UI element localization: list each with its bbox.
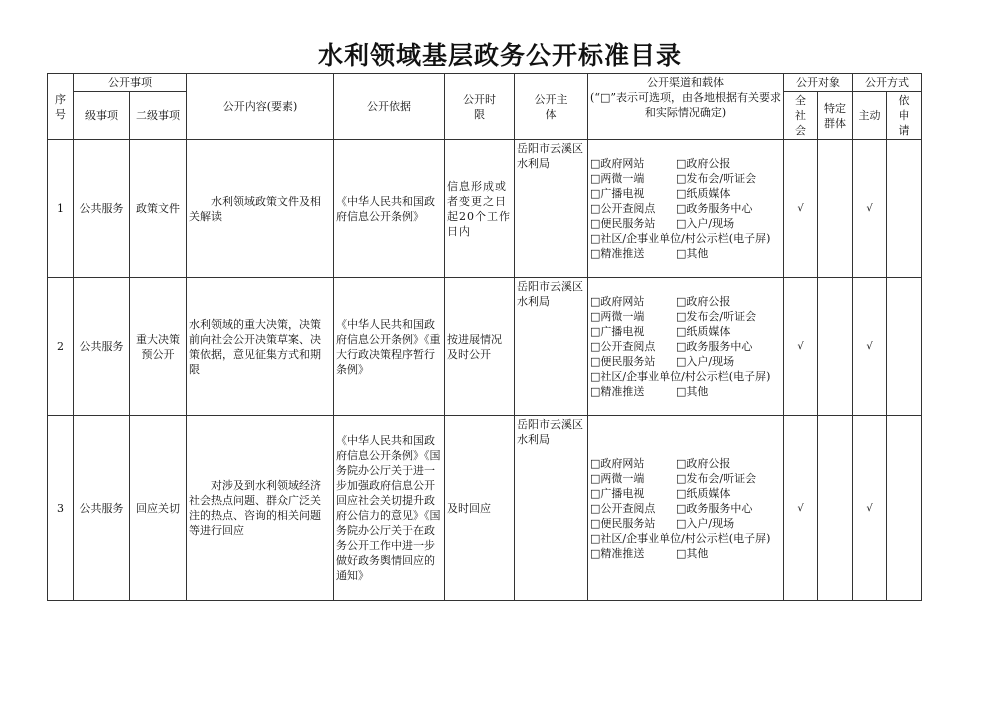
row-channels <box>588 278 784 416</box>
row-aud-specific-mark <box>818 416 853 601</box>
header-request: 依申请 <box>887 92 922 140</box>
channel-item: □政务服务中心 <box>676 340 753 353</box>
header-aud-specific: 特定群体 <box>818 92 853 140</box>
channel-item: □入户/现场 <box>676 516 735 530</box>
channel-item: □发布会/听证会 <box>676 172 757 185</box>
channel-item: □两微一端 <box>590 172 645 185</box>
header-channel-cell <box>588 74 784 140</box>
row-time: 信息形成或者变更之日起20个工作日内 <box>445 140 515 278</box>
header-level2: 二级事项 <box>130 92 187 140</box>
channel-item: □公开查阅点 <box>590 340 656 353</box>
channel-item: □两微一端 <box>590 471 645 485</box>
channel-item: □公开查阅点 <box>590 202 656 215</box>
row-content: 水利领域的重大决策，决策前向社会公开决策草案、决策依据，意见征集方式和期限 <box>187 278 334 416</box>
row-seq: 3 <box>48 416 74 601</box>
row-aud-all-mark: √ <box>784 278 818 416</box>
header-subject: 公开主体 <box>515 74 588 140</box>
row-level2: 回应关切 <box>130 416 187 601</box>
page-title: 水利领域基层政务公开标准目录 <box>317 41 682 70</box>
channel-item: □政府网站 <box>590 456 645 470</box>
row-level2: 政策文件 <box>130 140 187 278</box>
row-request-mark <box>887 278 922 416</box>
row-level1: 公共服务 <box>74 140 130 278</box>
channel-item: □入户/现场 <box>676 355 735 368</box>
row-subject: 岳阳市云溪区水利局 <box>515 416 588 601</box>
channel-item: □广播电视 <box>590 486 645 500</box>
channel-item: □便民服务站 <box>590 355 656 368</box>
header-row-1 <box>48 74 922 92</box>
channel-item: □社区/企事业单位/村公示栏(电子屏) <box>590 531 771 545</box>
channel-item: □政府公报 <box>676 456 731 470</box>
channel-item: □精准推送 <box>590 247 645 260</box>
row-request-mark <box>887 416 922 601</box>
row-content: 对涉及到水利领域经济社会热点问题、群众广泛关注的热点、咨询的相关问题等进行回应 <box>187 416 334 601</box>
catalog-table <box>47 73 922 601</box>
row-time: 及时回应 <box>445 416 515 601</box>
row-request-mark <box>887 140 922 278</box>
channel-item: □其他 <box>676 546 709 560</box>
row-basis: 《中华人民共和国政府信息公开条例》《重大行政决策程序暂行条例》 <box>334 278 445 416</box>
header-aud-all: 全社会 <box>784 92 818 140</box>
channel-item: □社区/企事业单位/村公示栏(电子屏) <box>590 370 771 383</box>
channel-item: □政务服务中心 <box>676 202 753 215</box>
channel-item: □便民服务站 <box>590 217 656 230</box>
row-seq: 2 <box>48 278 74 416</box>
row-channels <box>588 416 784 601</box>
channel-item: □社区/企事业单位/村公示栏(电子屏) <box>590 232 771 245</box>
header-basis: 公开依据 <box>334 74 445 140</box>
header-content: 公开内容(要素) <box>187 74 334 140</box>
header-channel-note: (“□”表示可选项，由各地根据有关要求和实际情况确定) <box>590 91 781 119</box>
header-method: 公开方式 <box>853 74 922 92</box>
channel-item: □广播电视 <box>590 187 645 200</box>
row-level2: 重大决策预公开 <box>130 278 187 416</box>
channel-item: □精准推送 <box>590 385 645 398</box>
row-content: 水利领域政策文件及相关解读 <box>187 140 334 278</box>
channel-item: □政府网站 <box>590 295 645 308</box>
channel-item: □纸质媒体 <box>676 486 731 500</box>
header-seq: 序号 <box>48 74 74 140</box>
channel-item: □其他 <box>676 247 709 260</box>
row-active-mark: √ <box>853 416 887 601</box>
row-basis: 《中华人民共和国政府信息公开条例》《国务院办公厅关于进一步加强政府信息公开回应社会关切提升政府公信力的意见》《国务院办公厅关于在政务公开工作中进一步做好政务舆情回应的通知》 <box>334 416 445 601</box>
channel-item: □发布会/听证会 <box>676 310 757 323</box>
channel-item: □便民服务站 <box>590 516 656 530</box>
row-basis: 《中华人民共和国政府信息公开条例》 <box>334 140 445 278</box>
row-aud-all-mark: √ <box>784 140 818 278</box>
channel-item: □发布会/听证会 <box>676 471 757 485</box>
table-row <box>48 140 922 278</box>
row-aud-specific-mark <box>818 278 853 416</box>
row-active-mark: √ <box>853 140 887 278</box>
channel-item: □入户/现场 <box>676 217 735 230</box>
table-row <box>48 278 922 416</box>
channel-item: □精准推送 <box>590 546 645 560</box>
row-time: 按进展情况及时公开 <box>445 278 515 416</box>
channel-item: □其他 <box>676 385 709 398</box>
channel-item: □纸质媒体 <box>676 187 731 200</box>
header-active: 主动 <box>853 92 887 140</box>
channel-item: □政府网站 <box>590 157 645 170</box>
channel-item: □公开查阅点 <box>590 501 656 515</box>
row-subject: 岳阳市云溪区水利局 <box>515 278 588 416</box>
channel-item: □广播电视 <box>590 325 645 338</box>
channel-item: □两微一端 <box>590 310 645 323</box>
row-seq: 1 <box>48 140 74 278</box>
row-level1: 公共服务 <box>74 416 130 601</box>
header-channel: 公开渠道和载体 <box>647 76 724 89</box>
header-audience: 公开对象 <box>784 74 853 92</box>
channel-item: □政府公报 <box>676 295 731 308</box>
row-level1: 公共服务 <box>74 278 130 416</box>
row-subject: 岳阳市云溪区水利局 <box>515 140 588 278</box>
header-matter: 公开事项 <box>74 74 187 92</box>
channel-item: □政府公报 <box>676 157 731 170</box>
header-level1: 级事项 <box>74 92 130 140</box>
row-channels <box>588 140 784 278</box>
channel-item: □纸质媒体 <box>676 325 731 338</box>
header-time: 公开时限 <box>445 74 515 140</box>
row-aud-all-mark: √ <box>784 416 818 601</box>
channel-item: □政务服务中心 <box>676 501 753 515</box>
table-row <box>48 416 922 601</box>
row-active-mark: √ <box>853 278 887 416</box>
row-aud-specific-mark <box>818 140 853 278</box>
